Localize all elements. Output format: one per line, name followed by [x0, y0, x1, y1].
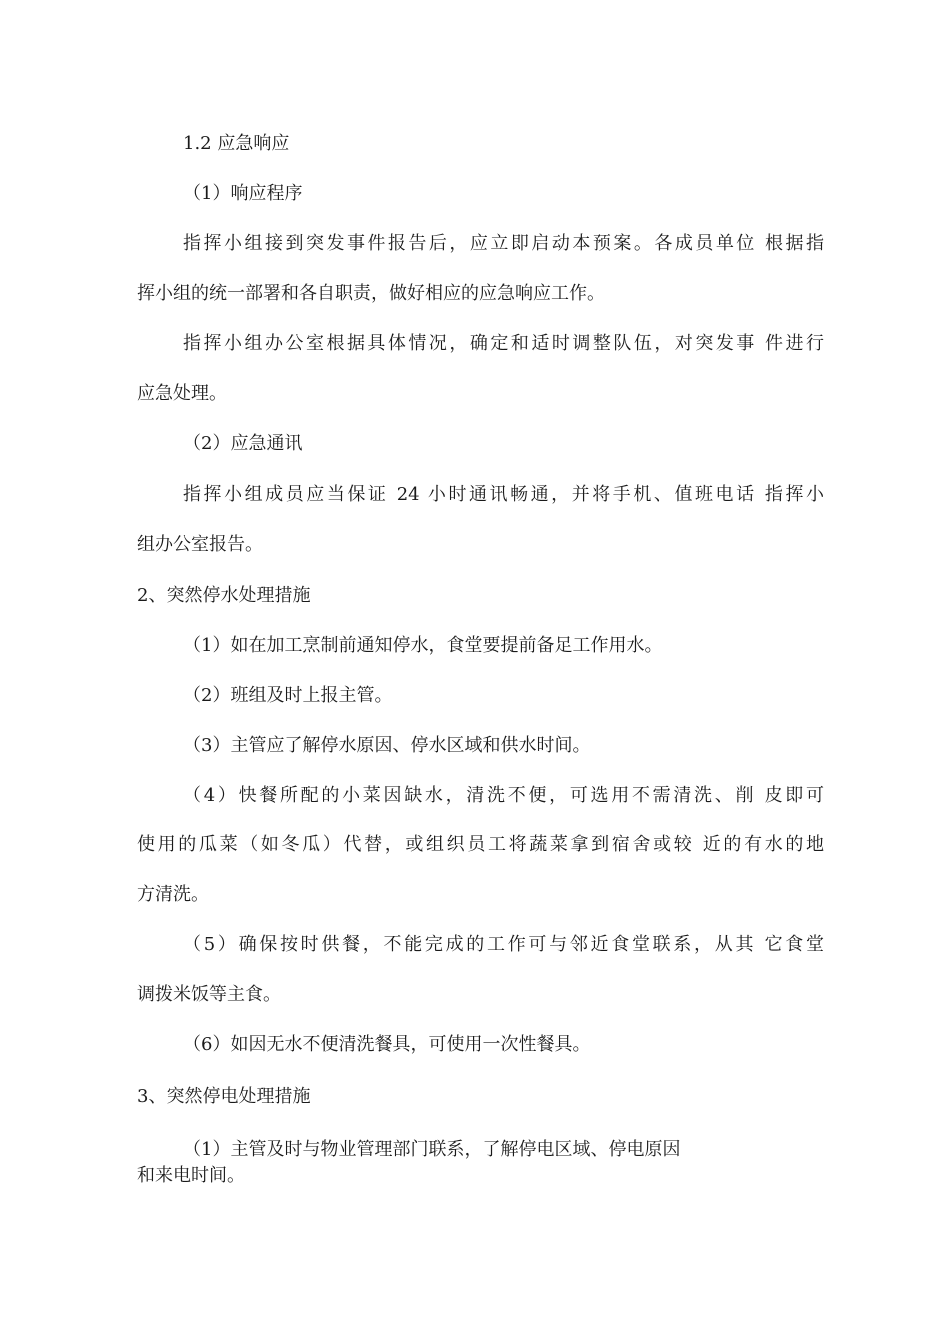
paragraph-line: 组办公室报告。 [137, 534, 263, 555]
list-item: （1）主管及时与物业管理部门联系，了解停电区域、停电原因 [183, 1139, 681, 1160]
section-heading-1-2: 1.2 应急响应 [183, 133, 290, 154]
paragraph-line: 挥小组的统一部署和各自职责，做好相应的应急响应工作。 [137, 283, 605, 304]
paragraph-line: 和来电时间。 [137, 1165, 245, 1186]
paragraph-line: 方清洗。 [137, 884, 209, 905]
list-item: （1）如在加工烹制前通知停水，食堂要提前备足工作用水。 [183, 635, 663, 656]
paragraph-line: 指挥小组办公室根据具体情况，确定和适时调整队伍，对突发事 件进行 [183, 333, 824, 354]
subheading-response-procedure: （1）响应程序 [183, 183, 303, 204]
list-item: （2）班组及时上报主管。 [183, 685, 393, 706]
paragraph-line: 指挥小组接到突发事件报告后，应立即启动本预案。各成员单位 根据指 [183, 233, 824, 254]
paragraph-line: 指挥小组成员应当保证 24 小时通讯畅通，并将手机、值班电话 指挥小 [183, 484, 824, 505]
list-item: （6）如因无水不便清洗餐具，可使用一次性餐具。 [183, 1034, 591, 1055]
subheading-emergency-communication: （2）应急通讯 [183, 433, 303, 454]
paragraph-line: 应急处理。 [137, 383, 227, 404]
list-item: （4）快餐所配的小菜因缺水，清洗不便，可选用不需清洗、削 皮即可 [183, 785, 824, 806]
section-heading-water-outage: 2、突然停水处理措施 [137, 585, 311, 606]
paragraph-line: 使用的瓜菜（如冬瓜）代替，或组织员工将蔬菜拿到宿舍或较 近的有水的地 [137, 834, 824, 855]
list-item: （3）主管应了解停水原因、停水区域和供水时间。 [183, 735, 591, 756]
list-item: （5）确保按时供餐，不能完成的工作可与邻近食堂联系，从其 它食堂 [183, 934, 824, 955]
paragraph-line: 调拨米饭等主食。 [137, 984, 281, 1005]
section-heading-power-outage: 3、突然停电处理措施 [137, 1086, 311, 1107]
